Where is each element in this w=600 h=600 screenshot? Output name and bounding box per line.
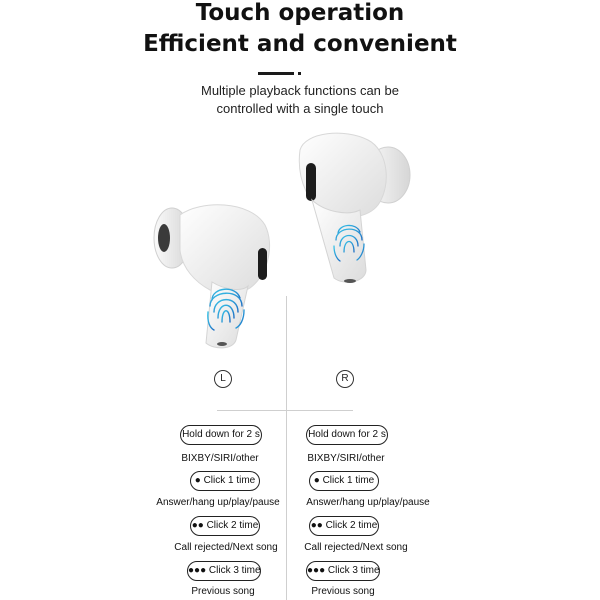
left-earbud — [154, 205, 270, 348]
subtitle-line-2: controlled with a single touch — [216, 101, 384, 116]
left-hold-2s-pill: Hold down for 2 s — [180, 425, 262, 445]
left-click-2-result: Call rejected/Next song — [174, 542, 278, 553]
left-hold-2s-result: BIXBY/SIRI/other — [181, 453, 259, 464]
title-line-2: Efficient and convenient — [143, 31, 457, 57]
subtitle-line-1: Multiple playback functions can be — [200, 83, 399, 98]
right-hold-2s-result: BIXBY/SIRI/other — [307, 453, 385, 464]
right-click-2-result: Call rejected/Next song — [304, 542, 408, 553]
left-click-3-pill: ●●● Click 3 time — [187, 561, 261, 581]
vertical-divider — [286, 296, 287, 600]
right-click-1-pill: ● Click 1 time — [309, 471, 379, 491]
right-side-label: R — [336, 370, 354, 388]
right-click-2-pill: ●● Click 2 time — [309, 516, 379, 536]
left-click-2-pill: ●● Click 2 time — [190, 516, 260, 536]
right-hold-2s-pill: Hold down for 2 s — [306, 425, 388, 445]
right-click-1-result: Answer/hang up/play/pause — [306, 497, 430, 508]
right-click-3-pill: ●●● Click 3 time — [306, 561, 380, 581]
title-line-1: Touch operation — [195, 0, 405, 26]
horizontal-divider — [217, 410, 353, 411]
left-click-1-pill: ● Click 1 time — [190, 471, 260, 491]
right-earbud — [299, 133, 410, 283]
left-click-1-result: Answer/hang up/play/pause — [156, 497, 280, 508]
right-click-3-result: Previous song — [311, 586, 375, 597]
left-side-label: L — [214, 370, 232, 388]
left-click-3-result: Previous song — [191, 586, 255, 597]
